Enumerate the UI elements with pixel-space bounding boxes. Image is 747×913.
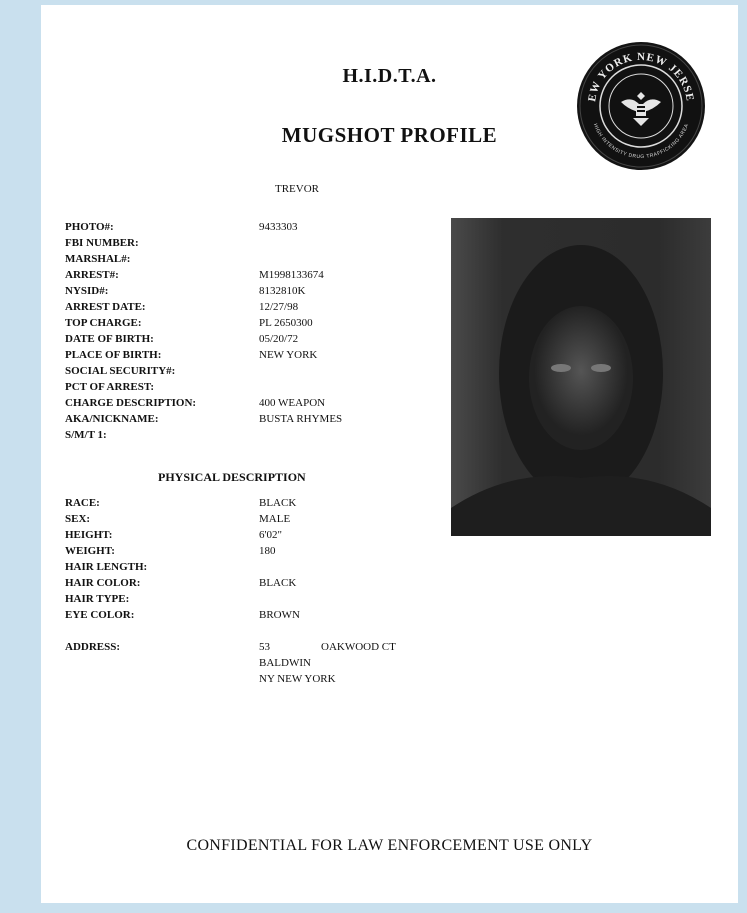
address-state: NY NEW YORK	[259, 673, 336, 685]
record-field-value: 9433303	[259, 221, 298, 233]
physical-field-label: HEIGHT:	[65, 529, 113, 541]
record-field-value: 400 WEAPON	[259, 397, 326, 409]
physical-field-value: BLACK	[259, 577, 297, 589]
physical-field-value: 180	[259, 545, 276, 557]
physical-field-label: SEX:	[65, 513, 91, 525]
record-field-value: NEW YORK	[259, 349, 318, 361]
record-field-label: DATE OF BIRTH:	[65, 333, 154, 345]
mugshot-photo	[451, 218, 711, 536]
seal-top-text: EW YORK NEW JERSE	[586, 50, 696, 103]
physical-field-label: HAIR LENGTH:	[65, 561, 148, 573]
record-field-label: SOCIAL SECURITY#:	[65, 365, 176, 377]
record-field-label: AKA/NICKNAME:	[65, 413, 159, 425]
physical-description-heading: PHYSICAL DESCRIPTION	[158, 470, 306, 484]
physical-field-label: HAIR TYPE:	[65, 593, 130, 605]
record-field-value: PL 2650300	[259, 317, 313, 329]
record-field-label: S/M/T 1:	[65, 429, 107, 441]
physical-field-value: MALE	[259, 513, 291, 525]
page-title: MUGSHOT PROFILE	[281, 123, 498, 147]
record-field-value: M1998133674	[259, 269, 324, 281]
record-field-value: 12/27/98	[259, 301, 299, 313]
record-field-label: TOP CHARGE:	[65, 317, 142, 329]
physical-field-label: HAIR COLOR:	[65, 577, 141, 589]
record-field-label: NYSID#:	[65, 285, 109, 297]
physical-field-value: 6'02"	[259, 529, 282, 541]
seal-bottom-text: HIGH INTENSITY DRUG TRAFFICKING AREA	[591, 122, 691, 161]
address-city: BALDWIN	[259, 657, 311, 669]
agency-title: H.I.D.T.A.	[342, 65, 437, 87]
physical-field-value: BLACK	[259, 497, 297, 509]
record-field-label: PHOTO#:	[65, 221, 114, 233]
record-field-label: ARREST DATE:	[65, 301, 146, 313]
hidta-seal	[577, 42, 705, 170]
record-field-label: ARREST#:	[65, 269, 119, 281]
address-street: OAKWOOD CT	[321, 641, 396, 653]
record-field-label: PLACE OF BIRTH:	[65, 349, 162, 361]
address-label: ADDRESS:	[65, 641, 121, 653]
address-number: 53	[259, 641, 270, 653]
record-field-value: 05/20/72	[259, 333, 299, 345]
record-field-label: FBI NUMBER:	[65, 237, 139, 249]
physical-field-label: WEIGHT:	[65, 545, 115, 557]
confidentiality-footer: CONFIDENTIAL FOR LAW ENFORCEMENT USE ONLY	[186, 837, 593, 854]
record-field-value: BUSTA RHYMES	[259, 413, 343, 425]
record-field-label: PCT OF ARREST:	[65, 381, 155, 393]
physical-field-label: EYE COLOR:	[65, 609, 135, 621]
record-field-value: 8132810K	[259, 285, 306, 297]
physical-field-label: RACE:	[65, 497, 100, 509]
document-page	[41, 5, 738, 903]
physical-field-value: BROWN	[259, 609, 300, 621]
record-field-label: CHARGE DESCRIPTION:	[65, 397, 197, 409]
subject-name: TREVOR	[275, 183, 319, 195]
record-field-label: MARSHAL#:	[65, 253, 131, 265]
